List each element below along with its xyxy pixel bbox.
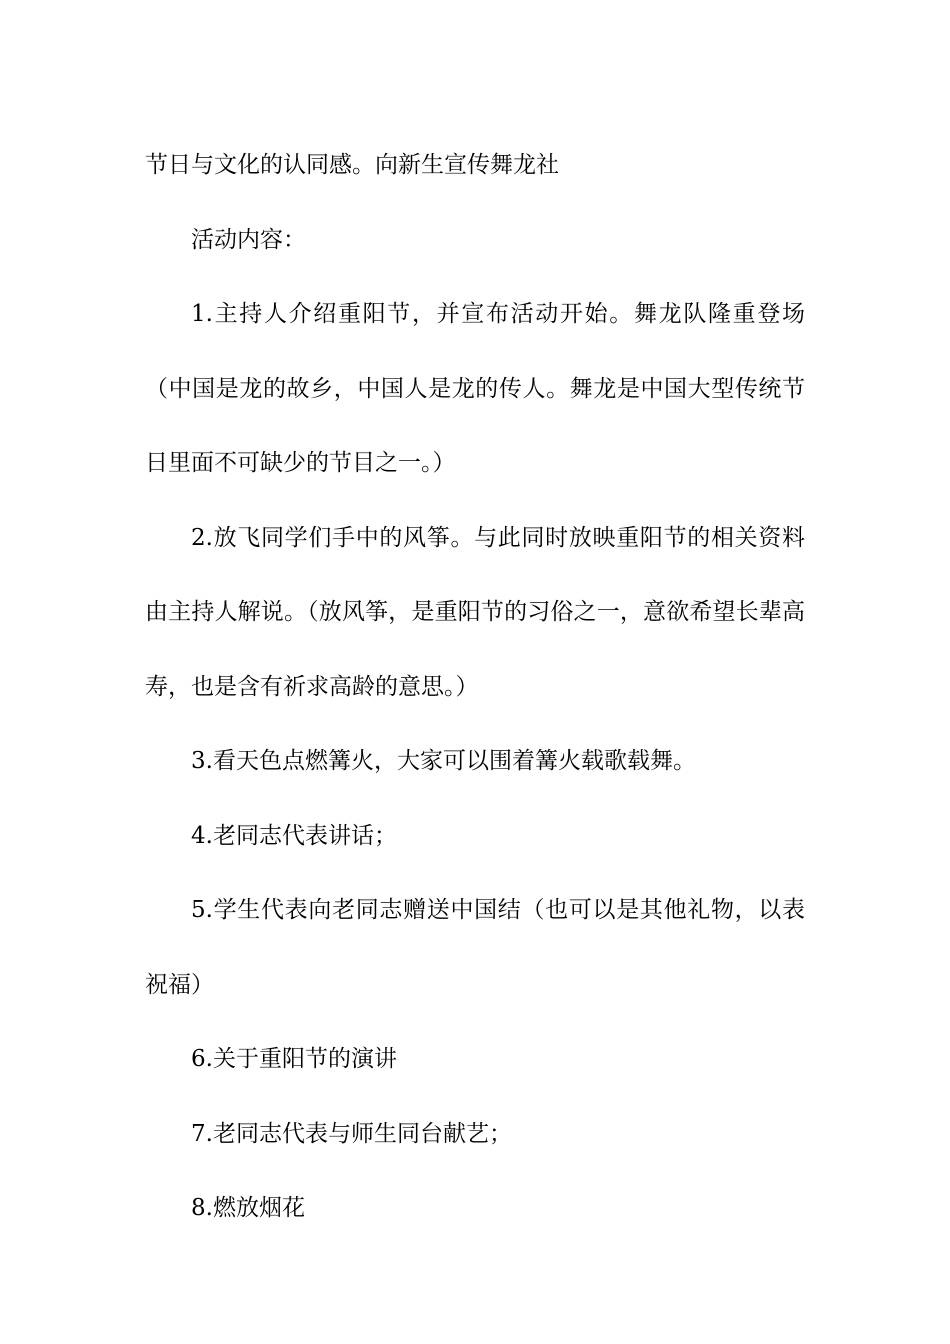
paragraph-item-3: 3.看天色点燃篝火，大家可以围着篝火载歌载舞。 [191, 748, 696, 774]
paragraph-item-7: 7.老同志代表与师生同台献艺； [191, 1120, 512, 1147]
paragraph-item-5: 5.学生代表向老同志赠送中国结（也可以是其他礼物，以表祝福） [145, 897, 805, 998]
paragraph-item-1: 1.主持人介绍重阳节，并宣布活动开始。舞龙队隆重登场（中国是龙的故乡，中国人是龙的传人。舞龙是中国大型传统节日里面不可缺少的节目之一。） [145, 301, 805, 476]
paragraph-item-4: 4.老同志代表讲话； [191, 822, 397, 849]
paragraph-item-8: 8.燃放烟花 [191, 1195, 305, 1221]
paragraph-item-2: 2.放飞同学们手中的风筝。与此同时放映重阳节的相关资料由主持人解说。（放风筝，是重阳节的习俗之一，意欲希望长辈高寿，也是含有祈求高龄的意思。） [145, 524, 805, 700]
document-body [145, 128, 805, 1246]
paragraph-item-6: 6.关于重阳节的演讲 [191, 1046, 397, 1072]
paragraph-intro-continuation: 节日与文化的认同感。向新生宣传舞龙社 [145, 152, 559, 178]
paragraph-activity-heading: 活动内容： [191, 226, 306, 253]
